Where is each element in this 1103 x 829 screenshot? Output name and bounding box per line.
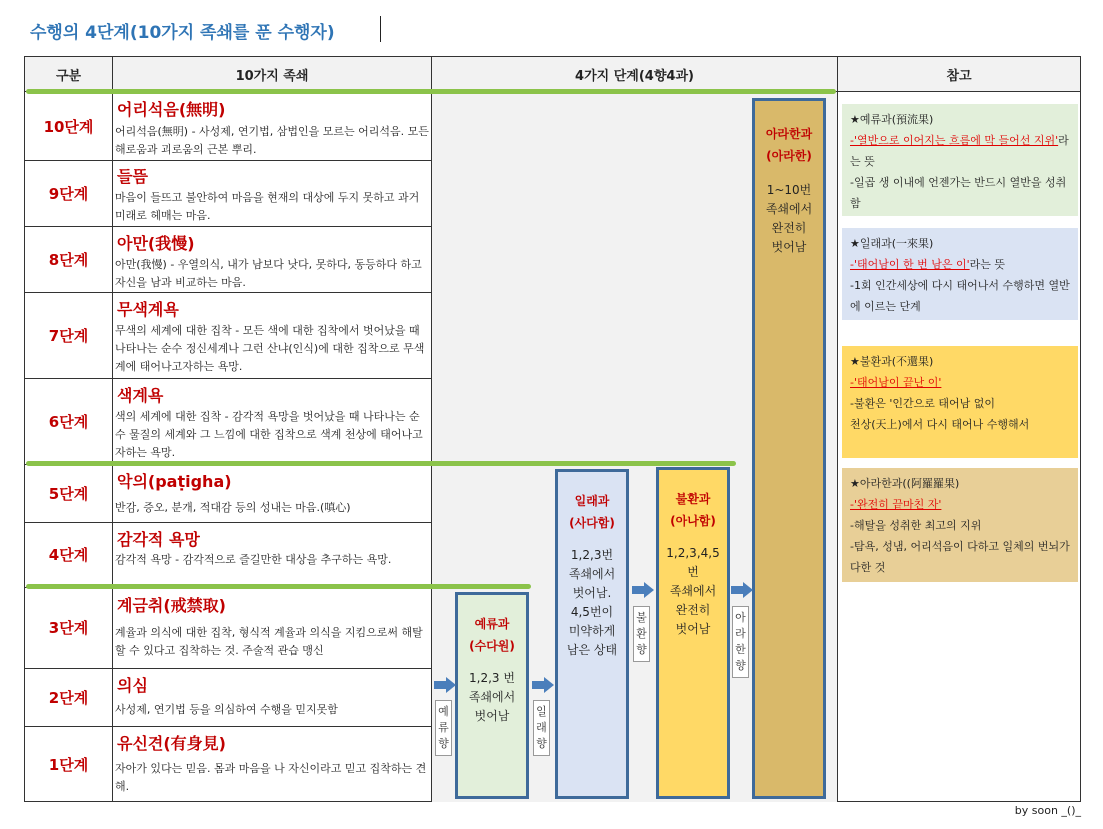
stage-body-line: 4,5번이 — [570, 605, 614, 619]
path-tag-char: 향 — [536, 737, 547, 750]
stage-body-line: 1~10번 — [766, 183, 812, 197]
note-arahant — [842, 468, 1078, 582]
stage-body-line: 족쇄에서 — [568, 567, 616, 581]
note-heading: ★불환과(不還果) — [850, 355, 934, 368]
row-label-7: 7단계 — [48, 326, 89, 345]
path-tag-char: 향 — [438, 737, 449, 750]
divider — [837, 56, 838, 802]
path-tag-char: 불 — [636, 611, 647, 624]
fetter-title: 무색계욕 — [117, 300, 179, 319]
stage-body-line: 벗어남 — [771, 240, 807, 254]
path-tag-char: 환 — [636, 627, 647, 640]
note-heading: ★일래과(一來果) — [850, 237, 934, 250]
arrow-right-icon — [632, 582, 654, 598]
stage-body-line: 미약하게 — [568, 624, 616, 638]
fetter-title: 계금취(戒禁取) — [117, 596, 226, 615]
fetter-description: 사성제, 연기법 등을 의심하여 수행을 믿지못함 — [115, 703, 338, 716]
row-label-5: 5단계 — [48, 484, 89, 503]
fetter-description: 어리석음(無明) - 사성제, 연기법, 삼법인을 모르는 어리석음. 모든 해로움과 괴로움의 근본 뿌리. — [115, 125, 429, 156]
stage-body-line: 1,2,3,4,5 — [666, 546, 720, 560]
path-tag-char: 예 — [438, 705, 449, 718]
stage-sotapanna — [455, 592, 529, 799]
arrow-right-icon — [731, 582, 753, 598]
stage-name-sub: (사다함) — [569, 516, 615, 530]
fetter-title: 의심 — [117, 676, 148, 695]
fetter-description: 색의 세계에 대한 집착 - 감각적 욕망을 벗어났을 때 나타나는 순수 물질의 세계와 그 느낌에 대한 집착으로 색계 천상에 태어나고자하는 욕망. — [115, 410, 423, 459]
fetter-title: 어리석음(無明) — [117, 100, 226, 119]
fetter-description: 마음이 들뜨고 불안하여 마음을 현재의 대상에 두지 못하고 과거 미래로 헤매는 마음. — [115, 191, 420, 222]
path-tag-char: 아 — [735, 611, 746, 624]
group-separator — [26, 89, 836, 94]
stage-name-sub: (아나함) — [670, 514, 716, 528]
stage-body-line: 벗어남. — [572, 586, 612, 600]
stage-name-sub: (아라한) — [766, 149, 812, 163]
path-tag-char: 류 — [438, 721, 449, 734]
stage-sakadagami — [555, 469, 629, 799]
note-suffix: 라는 뜻 — [850, 134, 1069, 168]
note-line: -불환은 '인간으로 태어남 없이 — [850, 397, 995, 410]
path-tag-char: 일 — [536, 705, 547, 718]
path-tag-stream-entry — [435, 700, 452, 756]
stage-name-sub: (수다원) — [469, 639, 515, 653]
path-tag-non-returner — [633, 606, 650, 662]
fetter-description: 자아가 있다는 믿음. 몸과 마음을 나 자신이라고 믿고 집착하는 견해. — [115, 762, 427, 793]
stage-body-line: 족쇄에서 — [765, 202, 813, 216]
row-label-3: 3단계 — [48, 619, 89, 637]
stage-body-line: 벗어남 — [474, 709, 510, 723]
arrow-right-icon — [434, 677, 456, 693]
stage-name: 일래과 — [574, 494, 610, 508]
stage-arahant — [752, 98, 826, 799]
path-tag-arahant — [732, 606, 749, 678]
row-label-1: 1단계 — [48, 755, 89, 774]
header-stages: 4가지 단계(4향4과) — [431, 56, 838, 92]
author-credit: by soon _()_ — [1014, 804, 1081, 817]
fetter-description: 반감, 증오, 분개, 적대감 등의 성내는 마음.(嗔心) — [115, 501, 351, 514]
header-fetters: 10가지 족쇄 — [112, 56, 432, 92]
fetter-title: 악의(paṭigha) — [117, 472, 232, 491]
stage-body-line: 완전히 — [771, 221, 807, 235]
note-line: 천상(天上)에서 다시 태어나 수행해서 — [850, 418, 1030, 431]
note-anagami — [842, 346, 1078, 458]
note-line: -일곱 생 이내에 언젠가는 반드시 열반을 성취함 — [850, 176, 1067, 210]
row-label-2: 2단계 — [48, 688, 89, 707]
row-label-6: 6단계 — [48, 412, 89, 431]
fetter-title: 감각적 욕망 — [117, 530, 200, 549]
note-highlight: -'태어남이 끝난 이' — [850, 376, 942, 389]
path-tag-char: 향 — [735, 659, 746, 672]
note-heading: ★아라한과((阿羅羅果) — [850, 477, 960, 490]
fetter-title: 유신견(有身見) — [117, 734, 226, 753]
stage-body-line: 완전히 — [675, 603, 711, 617]
fetter-description: 감각적 욕망 - 감각적으로 즐길만한 대상을 추구하는 욕망. — [115, 553, 392, 566]
fetter-description: 아만(我慢) - 우열의식, 내가 남보다 낫다, 못하다, 동등하다 하고 자신을 남과 비교하는 마음. — [115, 258, 422, 289]
text-cursor — [380, 16, 381, 42]
note-heading: ★예류과(預流果) — [850, 113, 934, 126]
note-sotapanna — [842, 104, 1078, 216]
group-separator — [26, 584, 531, 589]
fetter-description: 계율과 의식에 대한 집착, 형식적 계율과 의식을 지킴으로써 해탈할 수 있다고 집착하는 것. 주술적 관습 맹신 — [115, 626, 423, 657]
note-sakadagami — [842, 228, 1078, 320]
group-separator — [26, 461, 736, 466]
stage-anagami — [656, 467, 730, 799]
note-highlight: -'완전히 끝마친 자' — [850, 498, 942, 511]
stage-body-line: 1,2,3 번 — [469, 671, 515, 685]
stage-body-line: 번 — [687, 565, 699, 579]
path-tag-once-returner — [533, 700, 550, 756]
divider — [112, 92, 113, 802]
note-line: -탐욕, 성냄, 어리석음이 다하고 일체의 번뇌가 다한 것 — [850, 540, 1070, 574]
fetter-title: 색계욕 — [117, 386, 164, 405]
divider — [431, 92, 432, 802]
page-title: 수행의 4단계(10가지 족쇄를 푼 수행자) — [30, 23, 335, 43]
note-line: -해탈을 성취한 최고의 지위 — [850, 519, 982, 532]
fetter-title: 아만(我慢) — [117, 234, 195, 253]
path-tag-char: 향 — [636, 643, 647, 656]
note-highlight: -'열반으로 이어지는 흐름에 막 들어선 지위' — [850, 134, 1059, 147]
stage-name: 예류과 — [474, 617, 510, 631]
stage-body-line: 남은 상태 — [566, 643, 618, 657]
arrow-right-icon — [532, 677, 554, 693]
fetter-title: 들뜸 — [117, 167, 148, 186]
row-label-4: 4단계 — [48, 546, 89, 564]
path-tag-char: 한 — [735, 643, 746, 656]
header-category: 구분 — [24, 56, 113, 92]
path-tag-char: 라 — [735, 627, 746, 640]
path-tag-char: 래 — [536, 721, 547, 734]
note-highlight: -'태어남이 한 번 남은 이' — [850, 258, 970, 271]
header-reference: 참고 — [837, 56, 1081, 92]
stage-name: 불환과 — [675, 492, 711, 506]
fetter-description: 무색의 세계에 대한 집착 - 모든 색에 대한 집착에서 벗어났을 때 나타나는 순수 정신세계나 그런 산냐(인식)에 대한 집착으로 무색계에 태어나고자하는 욕망. — [115, 324, 425, 373]
stage-body-line: 족쇄에서 — [669, 584, 717, 598]
stage-name: 아라한과 — [765, 127, 813, 141]
note-line: -1회 인간세상에 다시 태어나서 수행하면 열반에 이르는 단계 — [850, 279, 1070, 313]
note-suffix: 라는 뜻 — [969, 258, 1006, 271]
row-label-10: 10단계 — [43, 117, 94, 136]
stage-body-line: 벗어남 — [675, 622, 711, 636]
stage-body-line: 족쇄에서 — [468, 690, 516, 704]
row-label-8: 8단계 — [48, 250, 89, 269]
stage-body-line: 1,2,3번 — [570, 548, 614, 562]
row-label-9: 9단계 — [48, 184, 89, 203]
